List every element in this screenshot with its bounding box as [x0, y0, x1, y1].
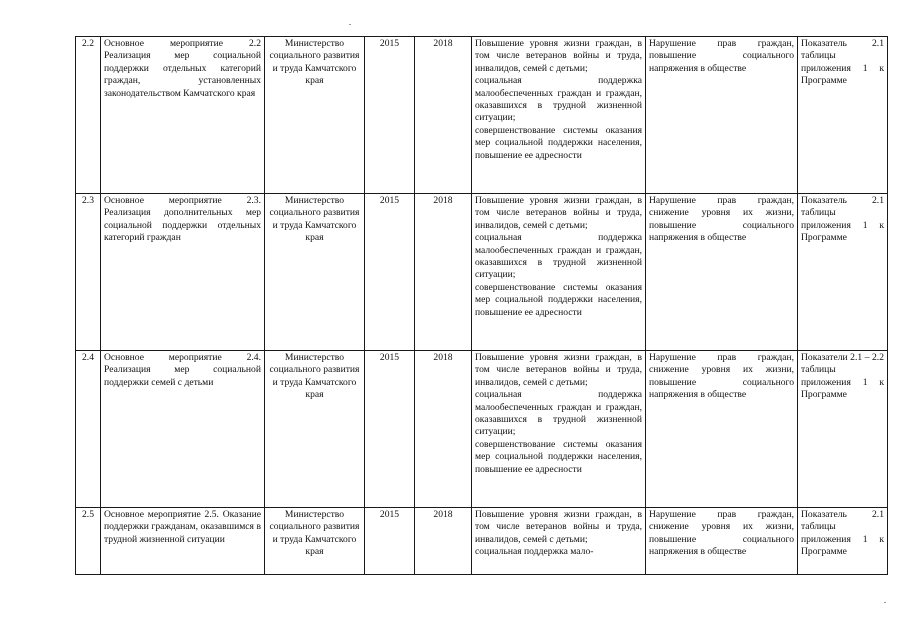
table-row — [76, 508, 888, 575]
non-implementation-consequences: Нарушение прав граждан, повышение социального напряжения в обществе — [646, 37, 798, 194]
indicator-link: Показатель 2.1 таблицы приложения 1 к Программе — [798, 508, 888, 575]
expected-results — [472, 351, 646, 508]
program-activities-table — [75, 36, 888, 575]
responsible-executor: Министерство социального развития и труда Камчатского края — [265, 194, 365, 351]
table-row — [76, 37, 888, 194]
end-year: 2018 — [415, 351, 472, 508]
table-row — [76, 351, 888, 508]
row-number: 2.5 — [76, 508, 101, 575]
scan-speck — [349, 24, 351, 25]
result-item: социальная поддержка малообеспеченных граждан и граждан, оказавшихся в трудной жизненной ситуации; — [475, 232, 642, 281]
table-row — [76, 194, 888, 351]
activity-title: Основное мероприятие 2.5. Оказание поддержки гражданам, оказавшимся в трудной жизненной ситуации — [101, 508, 265, 575]
non-implementation-consequences: Нарушение прав граждан, снижение уровня их жизни, повышение социального напряжения в обществе — [646, 194, 798, 351]
indicator-link: Показатель 2.1 таблицы приложения 1 к Программе — [798, 37, 888, 194]
expected-results — [472, 37, 646, 194]
start-year: 2015 — [365, 508, 415, 575]
scan-speck — [884, 602, 886, 603]
result-item: Повышение уровня жизни граждан, в том числе ветеранов войны и труда, инвалидов, семей с детьми; — [475, 352, 642, 388]
result-item: социальная поддержка мало- — [475, 546, 594, 558]
result-item: совершенствование системы оказания мер социальной поддержки населения, повышение ее адресности — [475, 281, 642, 318]
expected-results — [472, 194, 646, 351]
result-item: Повышение уровня жизни граждан, в том числе ветеранов войны и труда, инвалидов, семей с детьми; — [475, 38, 642, 74]
responsible-executor: Министерство социального развития и труда Камчатского края — [265, 37, 365, 194]
activity-title: Основное мероприятие 2.3. Реализация дополнительных мер социальной поддержки отдельных категорий граждан — [101, 194, 265, 351]
activity-title: Основное мероприятие 2.4. Реализация мер социальной поддержки семей с детьми — [101, 351, 265, 508]
indicator-link: Показатель 2.1 таблицы приложения 1 к Программе — [798, 194, 888, 351]
row-number: 2.4 — [76, 351, 101, 508]
end-year: 2018 — [415, 194, 472, 351]
result-item: социальная поддержка малообеспеченных граждан и граждан, оказавшихся в трудной жизненной ситуации; — [475, 75, 642, 124]
result-item: Повышение уровня жизни граждан, в том числе ветеранов войны и труда, инвалидов, семей с детьми; — [475, 509, 642, 545]
expected-results — [472, 508, 646, 575]
row-number: 2.3 — [76, 194, 101, 351]
start-year: 2015 — [365, 351, 415, 508]
non-implementation-consequences: Нарушение прав граждан, снижение уровня их жизни, повышение социального напряжения в обществе — [646, 351, 798, 508]
row-number: 2.2 — [76, 37, 101, 194]
start-year: 2015 — [365, 194, 415, 351]
indicator-link: Показатели 2.1 – 2.2 таблицы приложения 1 к Программе — [798, 351, 888, 508]
end-year: 2018 — [415, 37, 472, 194]
responsible-executor: Министерство социального развития и труда Камчатского края — [265, 508, 365, 575]
start-year: 2015 — [365, 37, 415, 194]
result-item: совершенствование системы оказания мер социальной поддержки населения, повышение ее адресности — [475, 438, 642, 475]
result-item: Повышение уровня жизни граждан, в том числе ветеранов войны и труда, инвалидов, семей с детьми; — [475, 195, 642, 231]
result-item: социальная поддержка малообеспеченных граждан и граждан, оказавшихся в трудной жизненной ситуации; — [475, 389, 642, 438]
end-year: 2018 — [415, 508, 472, 575]
result-item: совершенствование системы оказания мер социальной поддержки населения, повышение ее адресности — [475, 124, 642, 161]
responsible-executor: Министерство социального развития и труда Камчатского края — [265, 351, 365, 508]
non-implementation-consequences: Нарушение прав граждан, снижение уровня их жизни, повышение социального напряжения в обществе — [646, 508, 798, 575]
activity-title: Основное мероприятие 2.2 Реализация мер социальной поддержки отдельных категорий граждан, установленных законодательством Камчатского края — [101, 37, 265, 194]
